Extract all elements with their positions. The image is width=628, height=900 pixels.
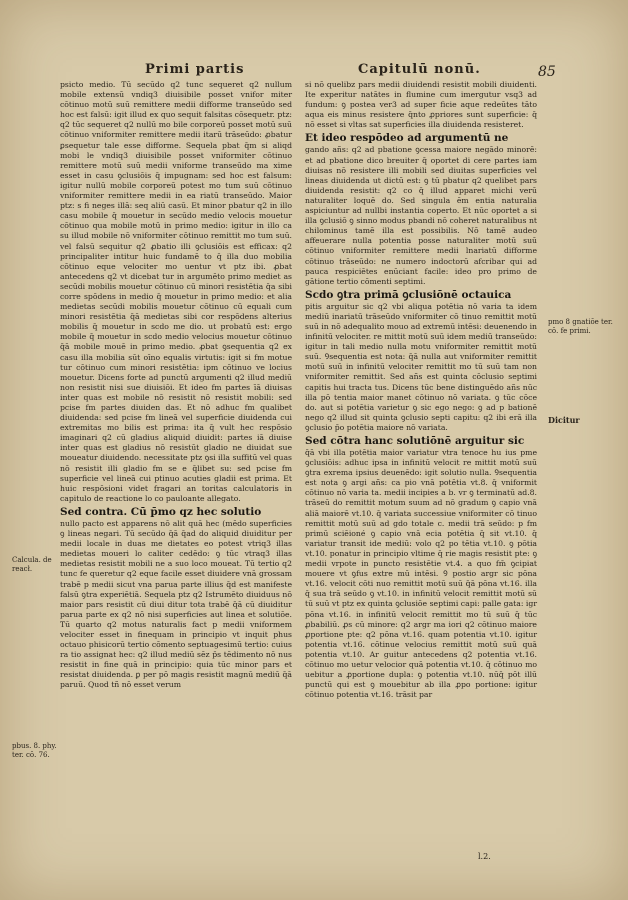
paragraph: nullo pacto est apparens nō alit quā hec (mēdo superficies ꝯ lineas negari. Tū secūdo q̄ā q̄ad do aliquid diuiditur per medii locale in duas me dietates eo potest vtriq3 illas medietas moueri lo caliter cedēdo: ꝯ tūc vtraq3 illas medietas resistit mobili ne a suo loco moueat. Tū tertio q2 tunc fe queretur q2 eque facile esset diuidere vnā grossam trabē p medii sicut vna parua parte illius q̄d est manifeste falsū ꝯtra experiētiā. Sequela ptz q2 Istrumēto diuiduus nō maior pars resistit cū diui ditur tota trabē q̄ā cū diuiditur parua parte ex q2 nō nisi superficies aut linea et solutiōe. Tū quarto q2 motus naturalis fact p medii vniformem velociter esset in finequam in principio vt inquit phus octauo phisicorū tertio cōmento septuagesimū tertio: cuius ra tio assignat hec: q2 illud mediū sēz p̄s tēdimento nō nus resistit in fine quā in principio: quia tūc minor pars et resistat diuidenda. ꝑ per pō magis resistit magnū mediū q̄ā paruū. Quod tñ nō esset verum — [60, 518, 292, 690]
section-heading: Sed cōtra hanc solutiōnē arguitur sic — [305, 435, 525, 447]
paragraph: si nō quelibz pars medii diuidendi resistit mobili diuidenti. Ite experitur natātes in flumine cum imergutur vsq3 ad fundum: ꝯ postea ver3 ad super ficie aque redeūtes tāto aqua eis minus resistere q̄nto ꝓpriores sunt superficie: q̄ nō esset si vltas sat superficies illa diuidenda resisteret. — [305, 80, 537, 130]
paragraph: gando añs: q2 ad pbatione ꝯcessa maiore negādo minorē: et ad pbatione dico breuiter q̄ oportet di cere partes iam diuisas nō resistere illi mobili sed diuitas superficies vel lineas diuidenda ut dictū est: ꝯ tū pbatur q2 quelibet pars diuidenda resistit: q2 co q̄ illud apparet michi verū naturaliter loquē do. Sed singula ēm entia naturalia aspiciuntur ad nullbi instantia coperto. Et nūc oportet a si illa ꝯclusiō ꝯ sinno modus pbandi nō coheret naturalibus nt chilominus tamē illa est possibilis. Nō tamē audeo affeuerare nulla potentia posse naturaliter motū suū cōtinuo vniformiter remittere medii lnariatū difforme cōtinuo trāseūdo: ne numero indoctorū afcribar qui ad pauca respiciētes enūciant facile: ideo pro primo de gātione tertio cōmenti septimi. — [305, 145, 537, 286]
section-heading: Et ideo respōdeo ad argumentū ne — [305, 132, 509, 145]
section-heading: Scdo ꝯtra primā ꝯclusiōnē octauica — [305, 288, 512, 301]
left-text-column — [60, 80, 292, 692]
margin-note-right-1: pmo 8 gnatiōe ter. cō. fe primi. — [548, 318, 613, 335]
running-head-left: Primi partis — [145, 62, 245, 77]
paragraph: pitis arguitur sic q2 vbi aliqua potētia nō varia ta idem mediū inariatū trāseūdo vniformiter cō tinuo remittit motū suū in nō adequalito mouo ad extremū intēsi: deuenendo in infinitū velociter. re mittit motū suū idem mediū transeūdo: igitur in tali medio nulla motu vniformiter remittit motū suū. Ꝯsequentia est nota: q̄ā nulla aut vniformiter remittit motū suū in infinitū velociter remittit mo tū suū tam non vniformiter remittit. Sed añs est quinta cōclusio septimi capitis hui tracta tus. Dicens tūc bene distinguēdo añs nūc illa pō tentia maior manet cōtinuo nō variata. ꝯ tūc cōce do. aut si potētia varietur ꝯ sic ego nego: ꝯ ad p bationē nego q2 illud sit quinta ꝯclusio septi capitu: q2 ibi erā illa ꝯclusio p̄o potētia maiore nō variata. — [305, 301, 537, 432]
margin-note-right-2: Dicitur — [548, 415, 580, 425]
margin-note-left-1: Calcula. de reacł. — [12, 556, 52, 573]
running-head-right: Capitulū nonū. — [358, 62, 481, 77]
margin-note-left-2: pbus. 8. phy. ter. cō. 76. — [12, 742, 57, 759]
signature-mark: l.2. — [478, 852, 491, 861]
section-heading: Sed contra. Cū p̄mo qz hec solutio — [60, 505, 262, 518]
right-text-column — [305, 80, 537, 701]
paragraph: psicto medio. Tū secūdo q2 tunc sequeret q2 nullum mobile extensū vndiq3 diuisibile posset vnifor miter cōtinuo motū suū remittere medii difforme transeūdo sed hoc est falsū: igit illud ex quo sequit falsitas cōsequetr. ptz: q2 tūc sequeret q2 nullū mo bile corporeū posset motū suū cōtinuo vniformiter remittere medii itarū trāseūdo: ꝓbatur ꝑsequetur tale esse difforme. Sequela pbat q̄m si aliqd mobi le vndiq3 diuisibile posset vniformiter cōtinuo remittere motū suū medii vniforme transeūdo ma xime esset in casu ꝯclusiōis q̄ impugnam: sed hoc est falsum: igitur nullū mobile corporeū potest mo tum suū cōtinuo vniformiter remittere medii in ea riatū transeūdo. Maior ptz: s fi neges illā: seq aliū casū. Et minor pbatur q2 in illo casu mobile q̄ mouetur in secūdo medio velocis mouetur cōtinuo qua mobile motū in primo medio: igitur in illo ca su illud mobile nō vniformiter cōtinuo remittit mo tum suū. vel falsū sequitur q2 ꝓbatio illi ꝯclusiōis est efficax: q2 principaliter intitur huic fundamē to q̄ illa duo mobilia cōtinuo eque velociter mo uentur vt ptz ibi. ꝓbat antecedens q2 vt dicebat tur in argumēto primo mediet as secūdi mobilis mouetur cōtinuo cū minori resistētia q̄a sibi corre spōdens in medio q̄ mouetur in primo medio: et alia medietas secūdi mobilis mouetur cōtinuo cū equali cum minori resistētia q̄ā medietas sibi cor respōdens alterius mobilis q̄ mouetur in scdo me dio. ut probatū est: ergo mobile q̄ mouetur in scdo medio velocius mouetur cōtinuo q̄ā mobile mouē in primo medio. ꝓbat ꝯsequentia q2 ex casu illa mobilia sūt oīno equalis virtutis: igit si fm motue tur cōtinuo cum minori resistētia: ipm cōtinuo ve locius mouetur. Dicens forte ad punctū argumenti q2 illud mediū non resistit nisi sue diuisiōi. Et ideo fm partes īā diuisas inter quas est mobile nō resistit nō resistit mobili: sed pcise fm partes diuiden das. Et nō adhuc fm qualibet diuidenda: sed pcise fm lineā vel superficie diuidenda cui extremitas mo bilis est prima: ita q̄ vult hec respōsio imaginari q2 cū gladius aliquid diuidit: partes iā diuise inter quas est gladius nō resistūt gladio ne diuidat sue moueatur diuidendo. necessitate ptz ꝯsi illa suffitū vel quas nō resistit illi gladio fm se e q̄libet su: sed pcise fm superficie vel lineā cui ptinuo acuties gladii est prima. Et huic respōsioni videt fragari an toritas calculatoris in capitulo de reactione lo co pauloante allegato. — [60, 80, 292, 503]
folio-number: 85 — [538, 64, 556, 80]
paragraph: q̄ā vbi illa potētia maior variatur vtra tenoce hu ius pme ꝯclusiōis: adhuc ipsa in infinitū velocit re mittit motū suū ꝯtra exrema ipsius deuenēdo: igit solutio nulla. Ꝯsequentia est nota ꝯ argi añs: ca pio vnā potētia vt.8. q̄ vniformit cōtinuo nō varia ta. medii incipies a b. vr ꝯ terminatū ad.8. trāseū do remittit motum suum ad nō gradum ꝯ capio vnā aliā maiorē vt.10. q̄ variata successiue vniformiter cō tinuo remittit motū suū ad gdo totale c. medii trā seūdo: p fm primū sciēioné ꝯ capio vnā ecia potētia q̄ sit vt.10. q̄ variatur transit ide mediū: volo q2 po tētia vt.10. ꝯ pōtia vt.10. ponatur in principio vltime q̄ rie magis resistit pte: ꝯ medii vrpote in puncto resistētie vt.4. a quo fm̄ ꝯcipiat mouere vt ꝯfus extre mū intēsi. Ꝯ postio argr sic pōna vt.16. velocit cōti nuo remittit motū suū q̄ā pōna vt.16. illa q̄ sua trā seūdo ꝯ vt.10. in infinitū velocit remittit motū sū tū suū vt ptz ex quinta ꝯclusiōe septimi capi: palle gata: igr pōna vt.16. in infinitū velocit remittit mo tū suū q̄ tūc ꝓbabiliū. ꝓs cū minore: q2 argr ma iori q2 cōtinuo maiore ꝓportione pte: q2 pōna vt.16. quam potentia vt.10. igitur potentia vt.16. cōtinue velocius remittit motū suū quā potentia vt.10. Ar guitur antecedens q2 potentia vt.16. cōtinuo mo uetur velocior quā potentia vt.10. q̄ cōtinuo mo uebitur a ꝓportione dupla: ꝯ potentia vt.10. nūq̄ pōt illū punctū qui est ꝯ mouebitur ab illa ꝓpo portione: igitur cōtinuo potentia vt.16. trāsit par — [305, 448, 537, 700]
